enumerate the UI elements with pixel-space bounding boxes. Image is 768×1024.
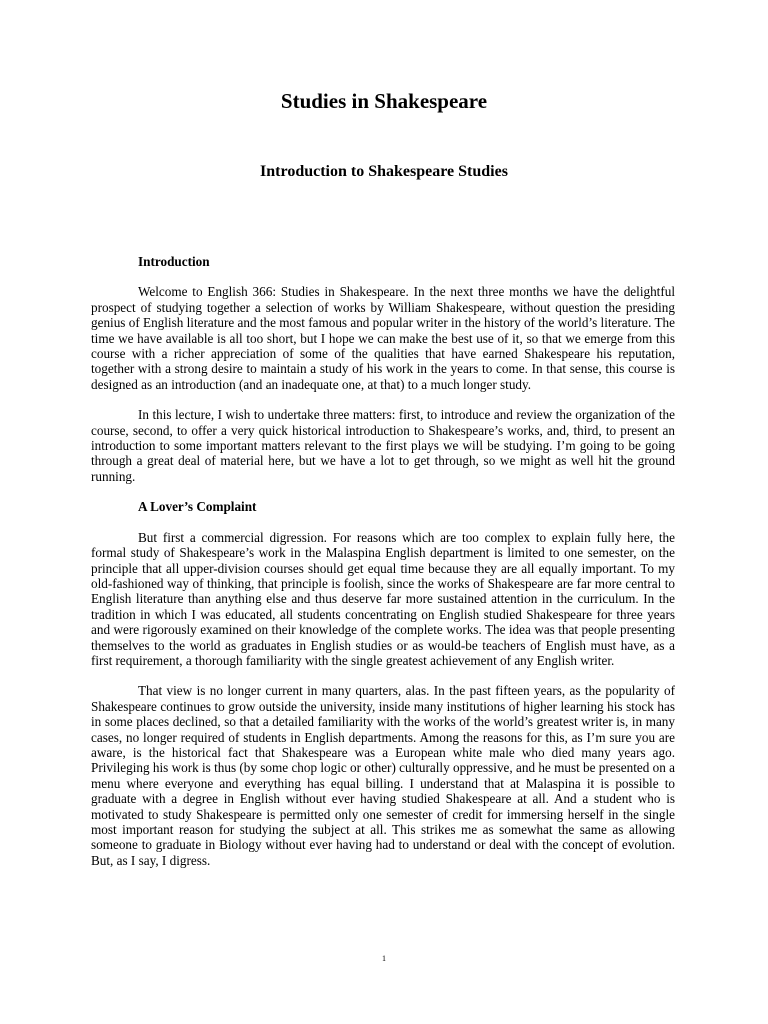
paragraph-complaint-2: That view is no longer current in many quarters, alas. In the past fifteen years, as the popularity of Shakespeare continues to grow outside the university, inside many institutions of higher learning his stock has in some places declined, so that a detailed familiarity with the works of the world’s greatest writer is, in many cases, no longer required of students in English departments. Among the reasons for this, as I’m sure you are aware, is the historical fact that Shakespeare was a European white male who died many years ago. Privileging his work is thus (by some chop logic or other) culturally oppressive, and he must be presented on a menu where everyone and everything has equal billing. I understand that at Malaspina it is possible to graduate with a degree in English without ever having studied Shakespeare at all. And a student who is motivated to study Shakespeare is permitted only one semester of credit for immersing herself in the single most important reason for studying the subject at all. This strikes me as somewhat the same as allowing someone to graduate in Biology without ever having had to understand or deal with the concept of evolution. But, as I say, I digress. [91, 683, 675, 868]
document-body [91, 254, 675, 883]
paragraph-complaint-1: But first a commercial digression. For reasons which are too complex to explain fully here, the formal study of Shakespeare’s work in the Malaspina English department is limited to one semester, on the principle that all upper-division courses should get equal time because they are all equally important. To my old-fashioned way of thinking, that principle is foolish, since the works of Shakespeare are far more central to English literature than anything else and thus deserve far more sustained attention in the curriculum. In the tradition in which I was educated, all students concentrating on English studied Shakespeare for three years and were rigorously examined on their knowledge of the complete works. The idea was that people presenting themselves to the world as graduates in English studies or as would-be teachers of English must have, as a first requirement, a thorough familiarity with the single greatest achievement of any English writer. [91, 529, 675, 668]
section-heading-lovers-complaint: A Lover’s Complaint [138, 499, 257, 515]
paragraph-introduction-2: In this lecture, I wish to undertake three matters: first, to introduce and review the organization of the course, second, to offer a very quick historical introduction to Shakespeare’s works, and, third, to present an introduction to some important matters relevant to the first plays we will be studying. I’m going to be going through a great deal of material here, but we have a lot to get through, so we might as well hit the ground running. [91, 407, 675, 484]
page-number: 1 [382, 954, 386, 963]
paragraph-introduction-1: Welcome to English 366: Studies in Shakespeare. In the next three months we have the delightful prospect of studying together a selection of works by William Shakespeare, without question the presiding genius of English literature and the most famous and popular writer in the history of the world’s literature. The time we have available is all too short, but I hope we can make the best use of it, so that we emerge from this course with a richer appreciation of some of the qualities that have earned Shakespeare his reputation, together with a strong desire to maintain a study of his work in the years to come. In that sense, this course is designed as an introduction (and an inadequate one, at that) to a much longer study. [91, 284, 675, 392]
document-title: Studies in Shakespeare [280, 89, 488, 113]
section-heading-introduction: Introduction [138, 254, 210, 269]
document-subtitle: Introduction to Shakespeare Studies [260, 163, 508, 180]
